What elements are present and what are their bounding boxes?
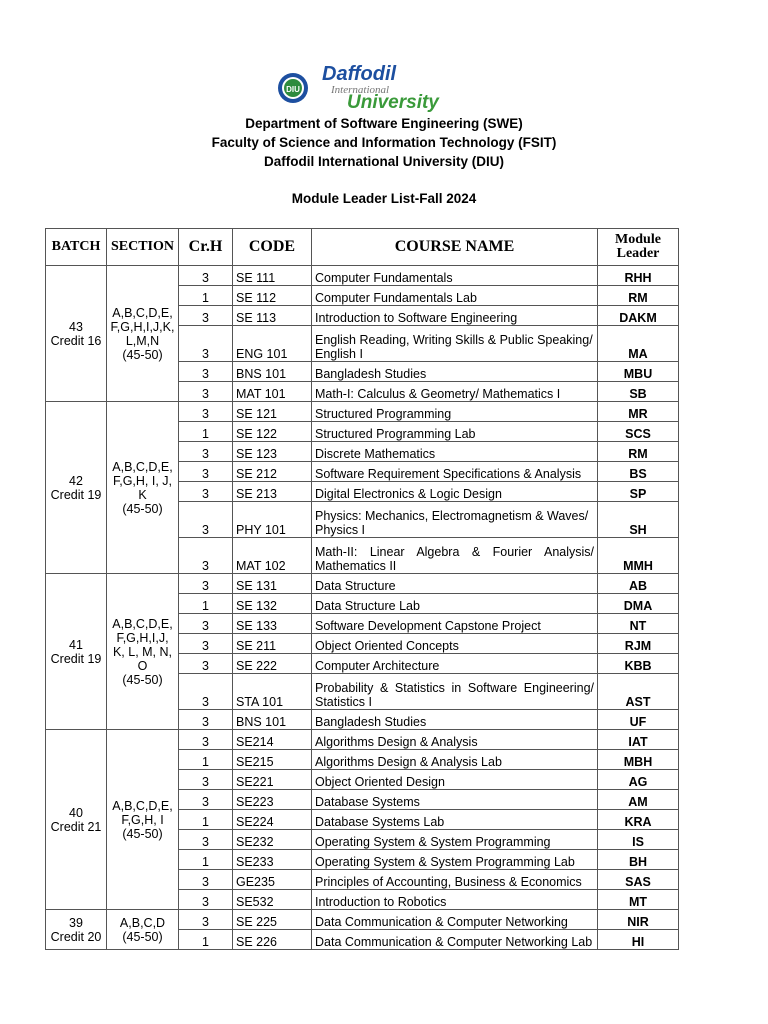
course-name-cell: Math-I: Calculus & Geometry/ Mathematics I: [312, 382, 598, 402]
credit-hours-cell: 1: [179, 930, 233, 950]
batch-cell: [46, 910, 107, 950]
table-row: [46, 730, 679, 750]
column-header-credit-hours: Cr.H: [179, 229, 233, 266]
credit-hours-cell: 3: [179, 654, 233, 674]
course-name-cell: Object Oriented Design: [312, 770, 598, 790]
module-leader-cell: IS: [598, 830, 679, 850]
credit-hours-cell: 3: [179, 402, 233, 422]
department-title: Department of Software Engineering (SWE): [245, 116, 523, 131]
course-name-cell: Operating System & System Programming Lab: [312, 850, 598, 870]
course-name-cell: Data Communication & Computer Networking Lab: [312, 930, 598, 950]
course-name-cell: Principles of Accounting, Business & Economics: [312, 870, 598, 890]
course-code-cell: SE224: [233, 810, 312, 830]
course-code-cell: PHY 101: [233, 502, 312, 538]
course-code-cell: SE215: [233, 750, 312, 770]
course-code-cell: MAT 101: [233, 382, 312, 402]
course-code-cell: SE 113: [233, 306, 312, 326]
credit-hours-cell: 3: [179, 266, 233, 286]
course-name-cell: Bangladesh Studies: [312, 362, 598, 382]
course-code-cell: ENG 101: [233, 326, 312, 362]
column-header-code: CODE: [233, 229, 312, 266]
module-leader-cell: RM: [598, 286, 679, 306]
course-code-cell: BNS 101: [233, 362, 312, 382]
section-line: (45-50): [122, 929, 163, 944]
credit-hours-cell: 3: [179, 538, 233, 574]
course-name-cell: Bangladesh Studies: [312, 710, 598, 730]
credit-hours-cell: 3: [179, 502, 233, 538]
course-name-cell: Data Structure Lab: [312, 594, 598, 614]
table-row: [46, 574, 679, 594]
batch-credit: Credit 19: [50, 487, 102, 502]
section-cell: [107, 402, 179, 574]
course-name-cell: Math-II: Linear Algebra & Fourier Analysis/ Mathematics II: [312, 538, 598, 574]
course-code-cell: SE 212: [233, 462, 312, 482]
section-cell: [107, 910, 179, 950]
credit-hours-cell: 3: [179, 306, 233, 326]
module-leader-table: [45, 228, 679, 950]
module-leader-cell: AB: [598, 574, 679, 594]
course-code-cell: STA 101: [233, 674, 312, 710]
course-code-cell: SE221: [233, 770, 312, 790]
credit-hours-cell: 3: [179, 482, 233, 502]
course-code-cell: SE 122: [233, 422, 312, 442]
course-name-cell: Structured Programming: [312, 402, 598, 422]
credit-hours-cell: 3: [179, 462, 233, 482]
course-name-cell: Discrete Mathematics: [312, 442, 598, 462]
course-code-cell: SE223: [233, 790, 312, 810]
course-name-cell: Introduction to Software Engineering: [312, 306, 598, 326]
section-line: O: [137, 658, 148, 673]
module-leader-cell: SB: [598, 382, 679, 402]
course-name-cell: English Reading, Writing Skills & Public Speaking/ English I: [312, 326, 598, 362]
credit-hours-cell: 1: [179, 286, 233, 306]
course-code-cell: GE235: [233, 870, 312, 890]
column-header-section: SECTION: [107, 229, 179, 266]
batch-number: 42: [69, 473, 83, 488]
module-leader-cell: MMH: [598, 538, 679, 574]
table-header-row: [46, 229, 679, 266]
module-leader-cell: SAS: [598, 870, 679, 890]
credit-hours-cell: 1: [179, 594, 233, 614]
university-logo: [275, 62, 455, 112]
course-code-cell: SE 133: [233, 614, 312, 634]
course-code-cell: MAT 102: [233, 538, 312, 574]
course-name-cell: Computer Fundamentals: [312, 266, 598, 286]
module-leader-cell: NIR: [598, 910, 679, 930]
table-row: [46, 266, 679, 286]
course-code-cell: SE 112: [233, 286, 312, 306]
faculty-title: Faculty of Science and Information Technology (FSIT): [211, 135, 557, 150]
course-name-cell: Algorithms Design & Analysis: [312, 730, 598, 750]
table-body: [46, 266, 679, 950]
module-leader-cell: DAKM: [598, 306, 679, 326]
batch-cell: [46, 266, 107, 402]
module-leader-cell: SCS: [598, 422, 679, 442]
credit-hours-cell: 3: [179, 442, 233, 462]
module-leader-cell: AST: [598, 674, 679, 710]
module-leader-cell: SP: [598, 482, 679, 502]
course-code-cell: SE 211: [233, 634, 312, 654]
course-name-cell: Introduction to Robotics: [312, 890, 598, 910]
course-name-cell: Computer Fundamentals Lab: [312, 286, 598, 306]
credit-hours-cell: 3: [179, 910, 233, 930]
section-cell: [107, 574, 179, 730]
section-line: F,G,H, I, J,: [112, 473, 173, 488]
section-cell: [107, 266, 179, 402]
section-line: (45-50): [122, 501, 163, 516]
section-line: L,M,N: [125, 333, 160, 348]
module-leader-cell: IAT: [598, 730, 679, 750]
credit-hours-cell: 3: [179, 730, 233, 750]
course-name-cell: Operating System & System Programming: [312, 830, 598, 850]
module-leader-cell: AM: [598, 790, 679, 810]
course-code-cell: SE 225: [233, 910, 312, 930]
module-leader-cell: BH: [598, 850, 679, 870]
svg-text:University: University: [347, 92, 439, 112]
credit-hours-cell: 1: [179, 850, 233, 870]
section-cell: [107, 730, 179, 910]
course-code-cell: SE 213: [233, 482, 312, 502]
course-name-cell: Data Communication & Computer Networking: [312, 910, 598, 930]
svg-text:DIU: DIU: [286, 85, 300, 94]
course-name-cell: Data Structure: [312, 574, 598, 594]
module-leader-cell: UF: [598, 710, 679, 730]
module-leader-cell: MBH: [598, 750, 679, 770]
section-line: (45-50): [122, 672, 163, 687]
section-line: F,G,H,I,J,K,: [110, 319, 175, 334]
module-leader-cell: AG: [598, 770, 679, 790]
credit-hours-cell: 3: [179, 770, 233, 790]
course-name-cell: Structured Programming Lab: [312, 422, 598, 442]
course-name-cell: Software Development Capstone Project: [312, 614, 598, 634]
course-code-cell: SE 131: [233, 574, 312, 594]
credit-hours-cell: 1: [179, 422, 233, 442]
section-line: A,B,C,D,E,: [112, 798, 173, 813]
module-leader-cell: RJM: [598, 634, 679, 654]
credit-hours-cell: 3: [179, 830, 233, 850]
course-name-cell: Computer Architecture: [312, 654, 598, 674]
module-leader-cell: KRA: [598, 810, 679, 830]
credit-hours-cell: 3: [179, 890, 233, 910]
section-line: A,B,C,D,E,: [112, 459, 173, 474]
svg-text:Daffodil: Daffodil: [322, 63, 397, 85]
course-code-cell: SE232: [233, 830, 312, 850]
batch-credit: Credit 16: [50, 333, 102, 348]
list-title: Module Leader List-Fall 2024: [291, 191, 477, 206]
module-leader-cell: MA: [598, 326, 679, 362]
batch-credit: Credit 20: [50, 929, 102, 944]
course-code-cell: SE 121: [233, 402, 312, 422]
section-line: K: [138, 487, 147, 502]
module-leader-cell: RHH: [598, 266, 679, 286]
credit-hours-cell: 3: [179, 574, 233, 594]
batch-cell: [46, 402, 107, 574]
course-name-cell: Digital Electronics & Logic Design: [312, 482, 598, 502]
course-name-cell: Software Requirement Specifications & Analysis: [312, 462, 598, 482]
credit-hours-cell: 3: [179, 710, 233, 730]
credit-hours-cell: 3: [179, 362, 233, 382]
module-leader-cell: DMA: [598, 594, 679, 614]
module-leader-cell: MBU: [598, 362, 679, 382]
svg-text:International: International: [331, 84, 390, 96]
section-line: F,G,H,I,J,: [116, 630, 169, 645]
course-name-cell: Database Systems Lab: [312, 810, 598, 830]
course-name-cell: Probability & Statistics in Software Engineering/ Statistics I: [312, 674, 598, 710]
course-code-cell: SE233: [233, 850, 312, 870]
section-line: (45-50): [122, 826, 163, 841]
batch-number: 40: [69, 805, 83, 820]
batch-credit: Credit 21: [50, 819, 102, 834]
column-header-batch: BATCH: [46, 229, 107, 266]
course-code-cell: SE 222: [233, 654, 312, 674]
course-code-cell: SE 132: [233, 594, 312, 614]
module-leader-cell: HI: [598, 930, 679, 950]
course-name-cell: Object Oriented Concepts: [312, 634, 598, 654]
credit-hours-cell: 1: [179, 750, 233, 770]
section-line: F,G,H, I: [121, 812, 164, 827]
batch-number: 41: [69, 637, 83, 652]
module-leader-cell: KBB: [598, 654, 679, 674]
batch-number: 39: [69, 915, 83, 930]
course-name-cell: Algorithms Design & Analysis Lab: [312, 750, 598, 770]
course-name-cell: Physics: Mechanics, Electromagnetism & Waves/ Physics I: [312, 502, 598, 538]
batch-credit: Credit 19: [50, 651, 102, 666]
section-line: (45-50): [122, 347, 163, 362]
university-title: Daffodil International University (DIU): [263, 154, 505, 169]
course-name-cell: Database Systems: [312, 790, 598, 810]
module-leader-cell: SH: [598, 502, 679, 538]
module-leader-cell: MT: [598, 890, 679, 910]
module-leader-cell: NT: [598, 614, 679, 634]
course-code-cell: SE 226: [233, 930, 312, 950]
course-code-cell: SE214: [233, 730, 312, 750]
batch-cell: [46, 730, 107, 910]
credit-hours-cell: 3: [179, 870, 233, 890]
section-line: A,B,C,D,E,: [112, 305, 173, 320]
course-code-cell: SE 123: [233, 442, 312, 462]
batch-cell: [46, 574, 107, 730]
section-line: A,B,C,D,E,: [112, 616, 173, 631]
batch-number: 43: [69, 319, 83, 334]
table-row: [46, 910, 679, 930]
credit-hours-cell: 3: [179, 634, 233, 654]
column-header-course-name: COURSE NAME: [312, 229, 598, 266]
table-row: [46, 402, 679, 422]
column-header-module-leader: Module Leader: [598, 229, 679, 266]
credit-hours-cell: 3: [179, 614, 233, 634]
credit-hours-cell: 1: [179, 810, 233, 830]
credit-hours-cell: 3: [179, 326, 233, 362]
section-line: K, L, M, N,: [112, 644, 173, 659]
course-code-cell: BNS 101: [233, 710, 312, 730]
module-leader-cell: MR: [598, 402, 679, 422]
course-code-cell: SE 111: [233, 266, 312, 286]
credit-hours-cell: 3: [179, 790, 233, 810]
course-code-cell: SE532: [233, 890, 312, 910]
section-line: A,B,C,D: [119, 915, 166, 930]
module-leader-cell: RM: [598, 442, 679, 462]
module-leader-cell: BS: [598, 462, 679, 482]
credit-hours-cell: 3: [179, 382, 233, 402]
credit-hours-cell: 3: [179, 674, 233, 710]
